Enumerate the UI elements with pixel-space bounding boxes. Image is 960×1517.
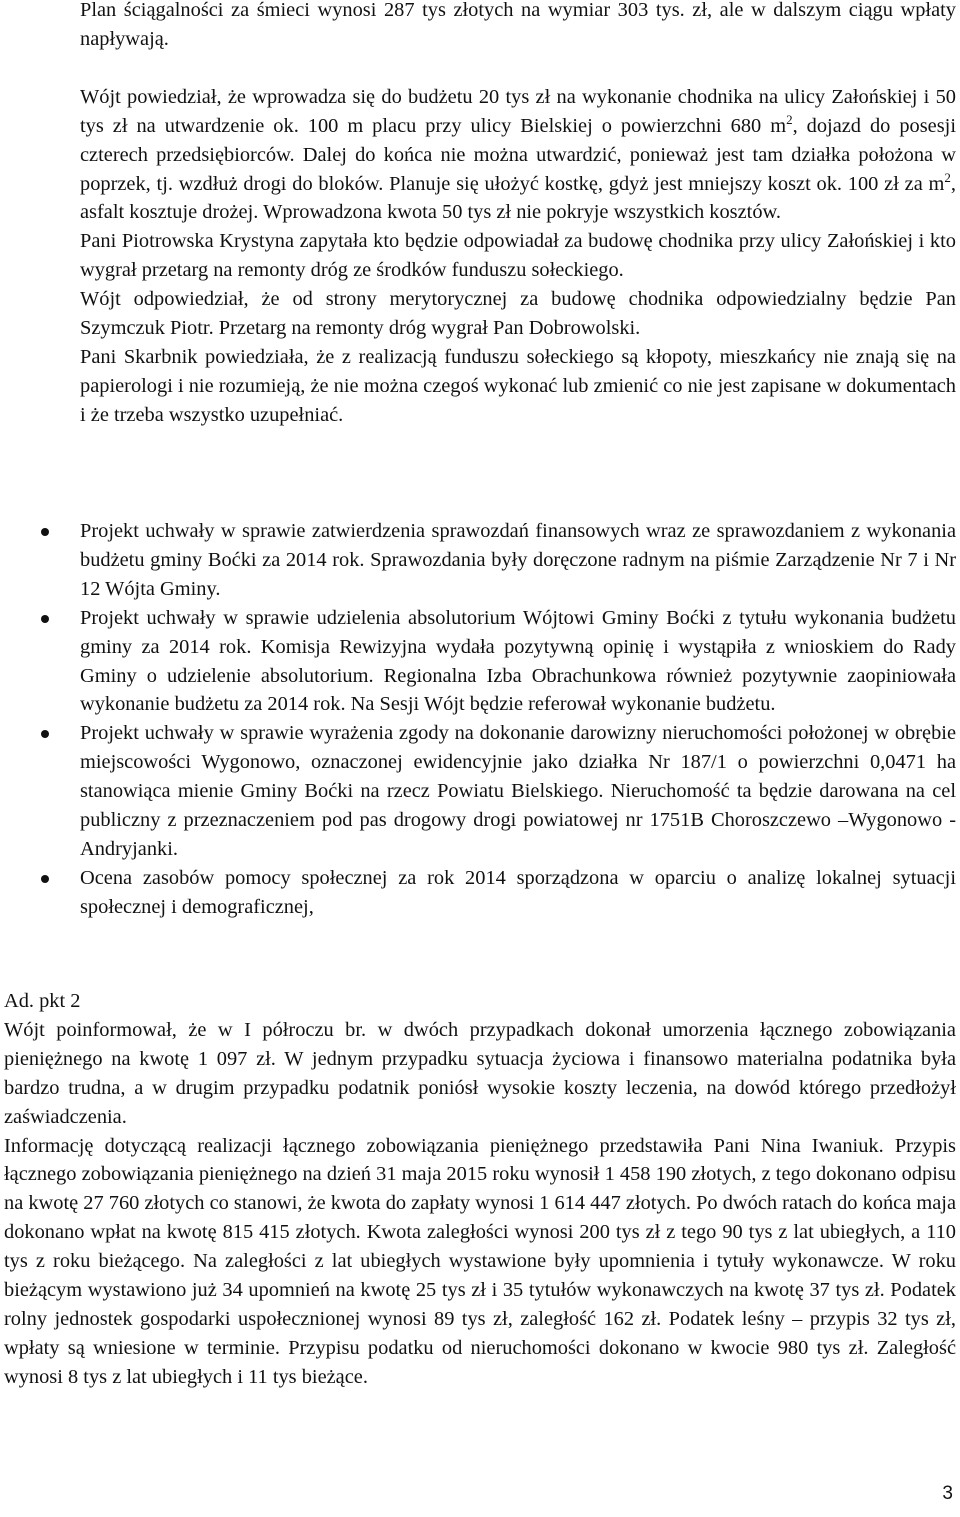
paragraph-tax-obligation-report: Informację dotyczącą realizacji łącznego zobowiązania pieniężnego przedstawiła Pani Nina Iwaniuk. Przypis łącznego zobowiązania pieniężnego na dzień 31 maja 2015 roku wynosił 1 458 190 złotych, z tego dokonano odpisu na kwotę 27 760 złotych co stanowi, że kwota do zapłaty wynosi 1 614 447 złotych. Po dwóch ratach do końca maja dokonano wpłat na kwotę 815 415 złotych. Kwota zaległości wynosi 200 tys zł z tego 90 tys z lat ubiegłych, a 110 tys z roku bieżącego. Na zaległości z lat ubiegłych wystawione były upomnienia i tytuły wykonawcze. W roku bieżącym wystawiono już 34 upomnień na kwotę 25 tys zł i 35 tytułów wykonawczych na kwotę 37 tys zł. Podatek rolny jednostek gospodarki uspołecznionej wynosi 89 tys zł, zaległość 162 zł. Podatek leśny – przypis 32 tys zł, wpłaty są wniesione w terminie. Przypisu podatku od nieruchomości dokonano w kwocie 980 tys zł. Zaległość wynosi 8 tys z lat ubiegłych i 11 tys bieżące. [4,1134,956,1388]
paragraph-skarbnik-statement: Pani Skarbnik powiedziała, że z realizacją funduszu sołeckiego są kłopoty, mieszkańcy nie znają się na papierologi i nie rozumieją, że nie można czegoś wykonać lub zmienić co nie jest zapisane w dokumentach i że trzeba wszystko uzupełniać. [80,345,956,426]
list-item [80,604,956,720]
bullet-icon [41,615,49,623]
paragraph-wojt-answer: Wójt odpowiedział, że od strony merytorycznej za budowę chodnika odpowiedzialny będzie Pan Szymczuk Piotr. Przetarg na remonty dróg wygrał Pan Dobrowolski. [80,288,956,340]
bullet-icon [41,730,49,738]
list-item [80,517,956,604]
superscript: 2 [944,169,951,185]
paragraph-waste-collection: Plan ściągalności za śmieci wynosi 287 tys złotych na wymiar 303 tys. zł, ale w dalszym ciągu wpłaty napływają. [80,0,956,50]
list-item-text: Projekt uchwały w sprawie wyrażenia zgody na dokonanie darowizny nieruchomości położonej w obrębie miejscowości Wygonowo, oznaczonej ewidencyjnie jako działka Nr 187/1 o powierzchni 0,0471 ha stanowiąca mienie Gminy Boćki na rzecz Powiatu Bielskiego. Nieruchomość ta będzie darowana na cel publiczny z przeznaczeniem pod pas drogowy drogi powiatowej nr 1751B Choroszczewo –Wygonowo -Andryjanki. [80,722,956,860]
section-council-budget [80,0,956,430]
bullet-icon [41,528,49,536]
list-item [80,719,956,864]
superscript: 2 [786,111,793,127]
section-ad-pkt-2 [4,987,956,1392]
paragraph-sidewalk-budget [80,83,956,228]
text-segment: Wójt powiedział, że wprowadza się do budżetu 20 tys zł na wykonanie chodnika na ulicy Załońskiej i 50 tys zł na utwardzenie ok. 100 m placu przy ulicy Bielskiej o powierzchni 680 m [80,85,956,137]
paragraph-tax-remission: Wójt poinformował, że w I półroczu br. w dwóch przypadkach dokonał umorzenia łącznego zobowiązania pieniężnego na kwotę 1 097 zł. W jednym przypadku sytuacja życiowa i finansowo materialna podatnika była bardzo trudna, a w drugim przypadku podatnik poniósł wysokie koszty leczenia, na dowód którego przedłożył zaświadczenia. [4,1018,956,1128]
bullet-icon [41,875,49,883]
section-heading: Ad. pkt 2 [4,990,81,1012]
paragraph-piotrowska-question: Pani Piotrowska Krystyna zapytała kto będzie odpowiadał za budowę chodnika przy ulicy Załońskiej i kto wygrał przetarg na remonty dróg ze środków funduszu sołeckiego. [80,230,956,282]
page-number: 3 [942,1483,953,1504]
list-item-text: Projekt uchwały w sprawie udzielenia absolutorium Wójtowi Gminy Boćki z tytułu wykonania budżetu gminy za 2014 rok. Komisja Rewizyjna wydała pozytywną opinię i wystąpiła z wnioskiem do Rady Gminy o udzielenie absolutorium. Regionalna Izba Obrachunkowa również pozytywnie zaopiniowała wykonanie budżetu za 2014 rok. Na Sesji Wójt będzie referował wykonanie budżetu. [80,606,956,716]
list-item-text: Projekt uchwały w sprawie zatwierdzenia sprawozdań finansowych wraz ze sprawozdaniem z wykonania budżetu gminy Boćki za 2014 rok. Sprawozdania były doręczone radnym na piśmie Zarządzenie Nr 7 i Nr 12 Wójta Gminy. [80,520,956,600]
text-segment: , asfalt kosztuje drożej. Wprowadzona kwota 50 tys zł nie pokryje wszystkich kosztów. [80,172,956,224]
text-segment: , dojazd do posesji czterech przedsiębiorców. Dalej do końca nie można utwardzić, ponieważ jest tam działka położona w poprzek, tj. wzdłuż drogi do bloków. Planuje się ułożyć kostkę, gdyż jest mniejszy koszt ok. 100 zł za m [80,114,956,195]
agenda-bullet-list [80,517,956,922]
list-item-text: Ocena zasobów pomocy społecznej za rok 2014 sporządzona w oparciu o analizę lokalnej sytuacji społecznej i demograficznej, [80,866,956,918]
list-item [80,864,956,922]
